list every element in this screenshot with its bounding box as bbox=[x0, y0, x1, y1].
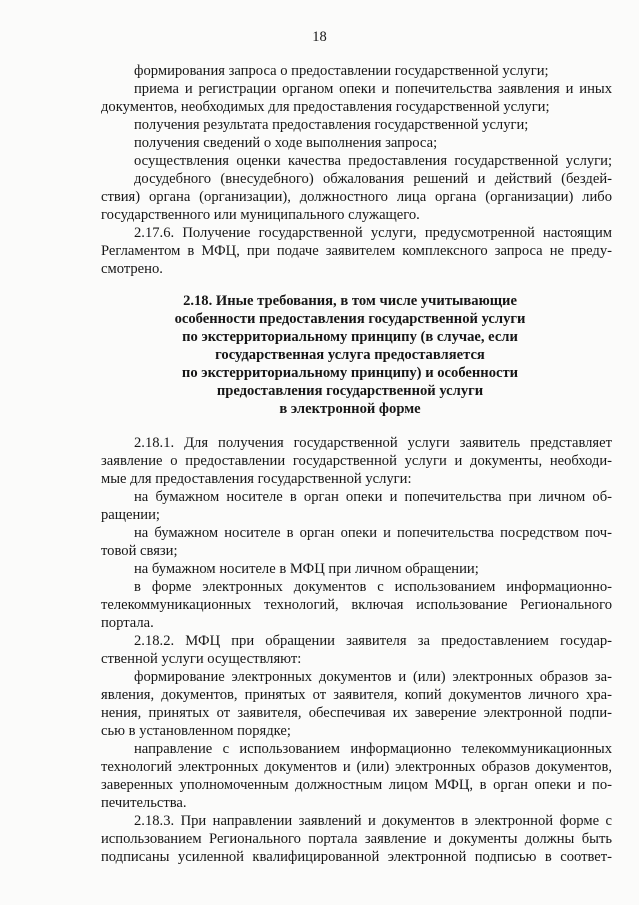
paragraph-2-18-3-line: использованием Регионального портала заявление и документы должны быть bbox=[101, 831, 612, 847]
paragraph-2-18-2-line: 2.18.2. МФЦ при обращении заявителя за предоставлением государ- bbox=[134, 633, 612, 649]
paragraph-2-18-1-line: мые для предоставления государственной услуги: bbox=[101, 471, 412, 487]
body-line: формирования запроса о предоставлении государственной услуги; bbox=[134, 63, 549, 79]
section-heading-line: особенности предоставления государственной услуги bbox=[174, 311, 526, 327]
body-line: на бумажном носителе в орган опеки и попечительства посредством поч- bbox=[134, 525, 612, 541]
section-heading-line: предоставления государственной услуги bbox=[216, 383, 484, 399]
body-line: нения, принятых от заявителя, обеспечивая их заверение электронной подпи- bbox=[101, 705, 612, 721]
paragraph-2-18-3-line: 2.18.3. При направлении заявлений и документов в электронной форме с bbox=[134, 813, 612, 829]
body-line: явления, документов, принятых от заявителя, копий документов личного хра- bbox=[101, 687, 612, 703]
section-heading-line: государственная услуга предоставляется bbox=[215, 347, 485, 363]
body-line: документов, необходимых для предоставления государственной услуги; bbox=[101, 99, 550, 115]
section-heading-line: 2.18. Иные требования, в том числе учитывающие bbox=[183, 293, 517, 309]
paragraph-2-17-6-line: Регламентом в МФЦ, при подаче заявителем комплексного запроса не преду- bbox=[101, 243, 612, 259]
body-line: телекоммуникационных технологий, включая использование Регионального bbox=[101, 597, 612, 613]
body-line: государственного или муниципального служащего. bbox=[101, 207, 420, 223]
section-heading-line: по экстерриториальному принципу (в случае, если bbox=[182, 329, 518, 345]
paragraph-2-18-1-line: 2.18.1. Для получения государственной услуги заявитель представляет bbox=[134, 435, 612, 451]
body-line: направление с использованием информационно телекоммуникационных bbox=[134, 741, 612, 757]
body-line: осуществления оценки качества предоставления государственной услуги; bbox=[134, 153, 612, 169]
body-line: заверенных уполномоченным должностным лицом МФЦ, в орган опеки и по- bbox=[101, 777, 612, 793]
body-line: сью в установленном порядке; bbox=[101, 723, 291, 739]
body-line: ращении; bbox=[101, 507, 160, 523]
body-line: на бумажном носителе в орган опеки и попечительства при личном об- bbox=[134, 489, 612, 505]
paragraph-2-18-2-line: ственной услуги осуществляют: bbox=[101, 651, 302, 667]
body-line: в форме электронных документов с использованием информационно- bbox=[134, 579, 612, 595]
paragraph-2-17-6-line: смотрено. bbox=[101, 261, 163, 277]
body-line: портала. bbox=[101, 615, 154, 631]
paragraph-2-17-6-line: 2.17.6. Получение государственной услуги, предусмотренной настоящим bbox=[134, 225, 612, 241]
body-line: формирование электронных документов и (или) электронных образов за- bbox=[134, 669, 612, 685]
body-line: получения результата предоставления государственной услуги; bbox=[134, 117, 529, 133]
body-line: приема и регистрации органом опеки и попечительства заявления и иных bbox=[134, 81, 612, 97]
paragraph-2-18-1-line: заявление о предоставлении государственной услуги и документы, необходи- bbox=[101, 453, 612, 469]
section-heading-line: по экстерриториальному принципу) и особенности bbox=[181, 365, 519, 381]
page-number: 18 bbox=[312, 29, 327, 45]
section-heading-line: в электронной форме bbox=[279, 401, 421, 417]
body-line: ствия) органа (организации), должностного лица органа (организации) либо bbox=[101, 189, 612, 205]
body-line: на бумажном носителе в МФЦ при личном обращении; bbox=[134, 561, 479, 577]
body-line: получения сведений о ходе выполнения запроса; bbox=[134, 135, 438, 151]
body-line: досудебного (внесудебного) обжалования решений и действий (бездей- bbox=[134, 171, 612, 187]
body-line: печительства. bbox=[101, 795, 187, 811]
body-line: товой связи; bbox=[101, 543, 178, 559]
body-line: технологий электронных документов и (или) электронных образов документов, bbox=[101, 759, 612, 775]
paragraph-2-18-3-line: подписаны усиленной квалифицированной электронной подписью в соответ- bbox=[101, 849, 612, 865]
